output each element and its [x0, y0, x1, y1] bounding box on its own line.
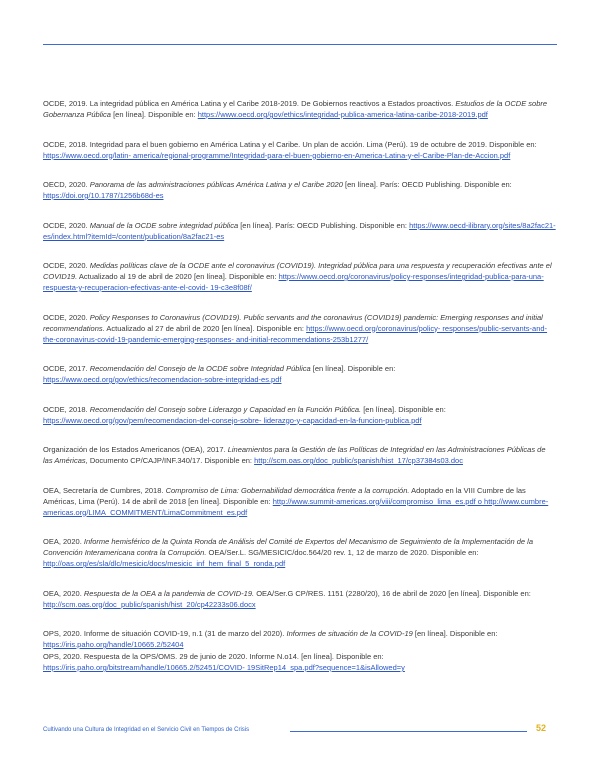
reference-item — [43, 588, 557, 610]
reference-source: OEA/Ser.L. SG/MESICIC/doc.564/20 rev. 1, 12 de marzo de 2020. Disponible en: — [208, 548, 479, 557]
reference-item — [43, 98, 557, 120]
reference-lead: OECD, 2020. — [43, 180, 88, 189]
reference-list — [43, 98, 557, 692]
reference-item — [43, 651, 557, 673]
reference-lead: OEA, 2020. — [43, 537, 82, 546]
reference-item — [43, 260, 557, 293]
reference-title: Recomendación del Consejo sobre Liderazgo y Capacidad en la Función Pública. — [89, 404, 362, 414]
reference-lead: OCDE, 2020. — [43, 312, 88, 322]
reference-lead: OPS, 2020. Respuesta de la OPS/OMS. 29 de junio de 2020. Informe N.o14. [en línea]. Disponible en: — [43, 652, 384, 661]
reference-title: Informe hemisférico de la Quinta Ronda de Análisis del Comité de Expertos del Mecanismo de Seguimiento de la Implementación de la Convención Interamericana contra la Corrupción. — [43, 537, 534, 557]
reference-item — [43, 363, 557, 385]
reference-link[interactable]: https://www.oecd.org/gov/ethics/integridad-publica-america-latina-caribe-2018-2019.pdf — [197, 110, 488, 119]
reference-item — [43, 404, 557, 426]
reference-source: [en línea]. París: OECD Publishing. Disponible en: — [240, 220, 407, 230]
reference-link[interactable]: http://www.summit-americas.org/viii/compromiso_lima_es.pdf o http://www.cumbre-americas.org/LIMA_COMMITMENT/LimaCommitment_es.pdf — [43, 496, 549, 517]
reference-source: [en línea]. París: OECD Publishing. Disponible en: — [345, 180, 512, 189]
reference-source: Adoptado en la VIII Cumbre de las Américas, Lima (Perú). 14 de abril de 2018 [en línea]. Disponible en: — [43, 485, 526, 506]
reference-lead: OEA, 2020. — [43, 588, 82, 598]
reference-source: Documento CP/CAJP/INF.340/17. Disponible en: — [89, 456, 252, 465]
header-rule — [43, 44, 557, 45]
reference-lead: OPS, 2020. Informe de situación COVID-19, n.1 (31 de marzo del 2020). — [43, 629, 285, 638]
reference-link[interactable]: https://www.oecd.org/coronavirus/policy- responses/public-servants-and-the-coronavirus-covid-19-pandemic-emerging-responses- and-initial-recommendations-253b1277/ — [43, 323, 548, 344]
reference-source: Actualizado al 19 de abril de 2020 [en línea]. Disponible en: — [78, 272, 277, 281]
reference-title: Medidas políticas clave de la OCDE ante el coronavirus (COVID19). Integridad pública para una respuesta y recuperación efectivas ante el COVID19. — [43, 261, 552, 281]
reference-item — [43, 485, 557, 518]
reference-source: Disponible en: — [489, 139, 537, 149]
reference-link[interactable]: https://www.oecd.org/gov/ethics/recomendacion-sobre-integridad-es.pdf — [43, 375, 282, 384]
reference-link[interactable]: https://www.oecd-ilibrary.org/sites/8a2fac21- es/index.html?itemId=/content/publication/8a2fac21-es — [43, 220, 556, 241]
reference-title: Respuesta de la OEA a la pandemia de COVID-19. — [83, 588, 255, 598]
reference-link[interactable]: http://scm.oas.org/doc_public/spanish/hist_20/cp42233s06.docx — [43, 599, 256, 609]
reference-link[interactable]: https://www.oecd.org/latin- america/regional-programme/Integridad-para-el-buen-gobierno-en-America-Latina-y-el-Caribe-Plan-de-Accion.pdf — [43, 150, 511, 160]
reference-lead: OCDE, 2017. — [43, 364, 88, 373]
reference-source: [en línea]. Disponible en: — [414, 629, 498, 638]
reference-link[interactable]: http://scm.oas.org/doc_public/spanish/hist_17/cp37384s03.doc — [254, 456, 463, 465]
reference-item — [43, 139, 557, 161]
footer-rule — [290, 731, 527, 732]
reference-item — [43, 179, 557, 201]
reference-lead: OCDE, 2020. — [43, 220, 88, 230]
reference-link[interactable]: https://www.oecd.org/gov/pem/recomendacion-del-consejo-sobre- liderazgo-y-capacidad-en-la-funcion-publica.pdf — [43, 415, 422, 425]
reference-title: Estudios de la OCDE sobre Gobernanza Pública — [43, 99, 548, 119]
reference-item — [43, 220, 557, 242]
reference-item — [43, 628, 557, 650]
reference-lead: OCDE, 2019. La integridad pública en América Latina y el Caribe 2018-2019. De Gobiernos reactivos a Estados proactivos. — [43, 99, 454, 108]
page-number: 52 — [536, 723, 547, 733]
reference-lead: OCDE, 2018. Integridad para el buen gobierno en América Latina y el Caribe. Un plan de acción. Lima (Perú). 19 de octubre de 2019. — [43, 139, 488, 149]
reference-lead: OCDE, 2020. — [43, 261, 88, 270]
reference-source: OEA/Ser.G CP/RES. 1151 (2280/20), 16 de abril de 2020 [en línea]. Disponible en: — [256, 588, 531, 598]
footer-title: Cultivando una Cultura de Integridad en el Servicio Civil en Tiempos de Crisis — [43, 727, 250, 733]
reference-source: [en línea]. Disponible en: — [113, 110, 196, 119]
reference-source: [en línea]. Disponible en: — [312, 364, 396, 373]
reference-title: Manual de la OCDE sobre integridad pública — [89, 220, 239, 230]
reference-title: Informes de situación de la COVID-19 — [286, 629, 413, 638]
reference-source: Actualizado al 27 de abril de 2020 [en línea]. Disponible en: — [106, 323, 305, 333]
reference-lead: OEA, Secretaría de Cumbres, 2018. — [43, 485, 164, 495]
reference-title: Lineamientos para la Gestión de las Políticas de Integridad en las Administraciones Públicas de las Américas, — [43, 445, 546, 465]
reference-title: Recomendación del Consejo de la OCDE sobre Integridad Pública — [89, 364, 311, 373]
reference-link[interactable]: https://doi.org/10.1787/1256b68d-es — [43, 191, 164, 200]
reference-item — [43, 444, 557, 466]
reference-item — [43, 536, 557, 569]
reference-link[interactable]: http://oas.org/es/sla/dlc/mesicic/docs/mesicic_inf_hem_final_5_ronda.pdf — [43, 559, 286, 568]
reference-lead: Organización de los Estados Americanos (OEA), 2017. — [43, 445, 226, 454]
reference-title: Policy Responses to Coronavirus (COVID19). Public servants and the coronavirus (COVID19) pandemic: Emerging responses and initial recommendations. — [43, 312, 543, 333]
reference-lead: OCDE, 2018. — [43, 404, 88, 414]
reference-link[interactable]: https://iris.paho.org/bitstream/handle/10665.2/52451/COVID- 19SitRep14_spa.pdf?sequence=1&isAllowed=y — [43, 663, 405, 672]
reference-source: [en línea]. Disponible en: — [363, 404, 446, 414]
reference-item — [43, 312, 557, 345]
reference-link[interactable]: https://iris.paho.org/handle/10665.2/52404 — [43, 640, 184, 649]
reference-link[interactable]: https://www.oecd.org/coronavirus/policy-responses/integridad-publica-para-una-respuesta-y-recuperacion-efectivas-ante-el-covid- 19-c3e8f08f/ — [43, 272, 544, 292]
reference-title: Compromiso de Lima: Gobernabilidad democrática frente a la corrupción. — [165, 485, 410, 495]
reference-title: Panorama de las administraciones públicas América Latina y el Caribe 2020 — [89, 180, 343, 189]
